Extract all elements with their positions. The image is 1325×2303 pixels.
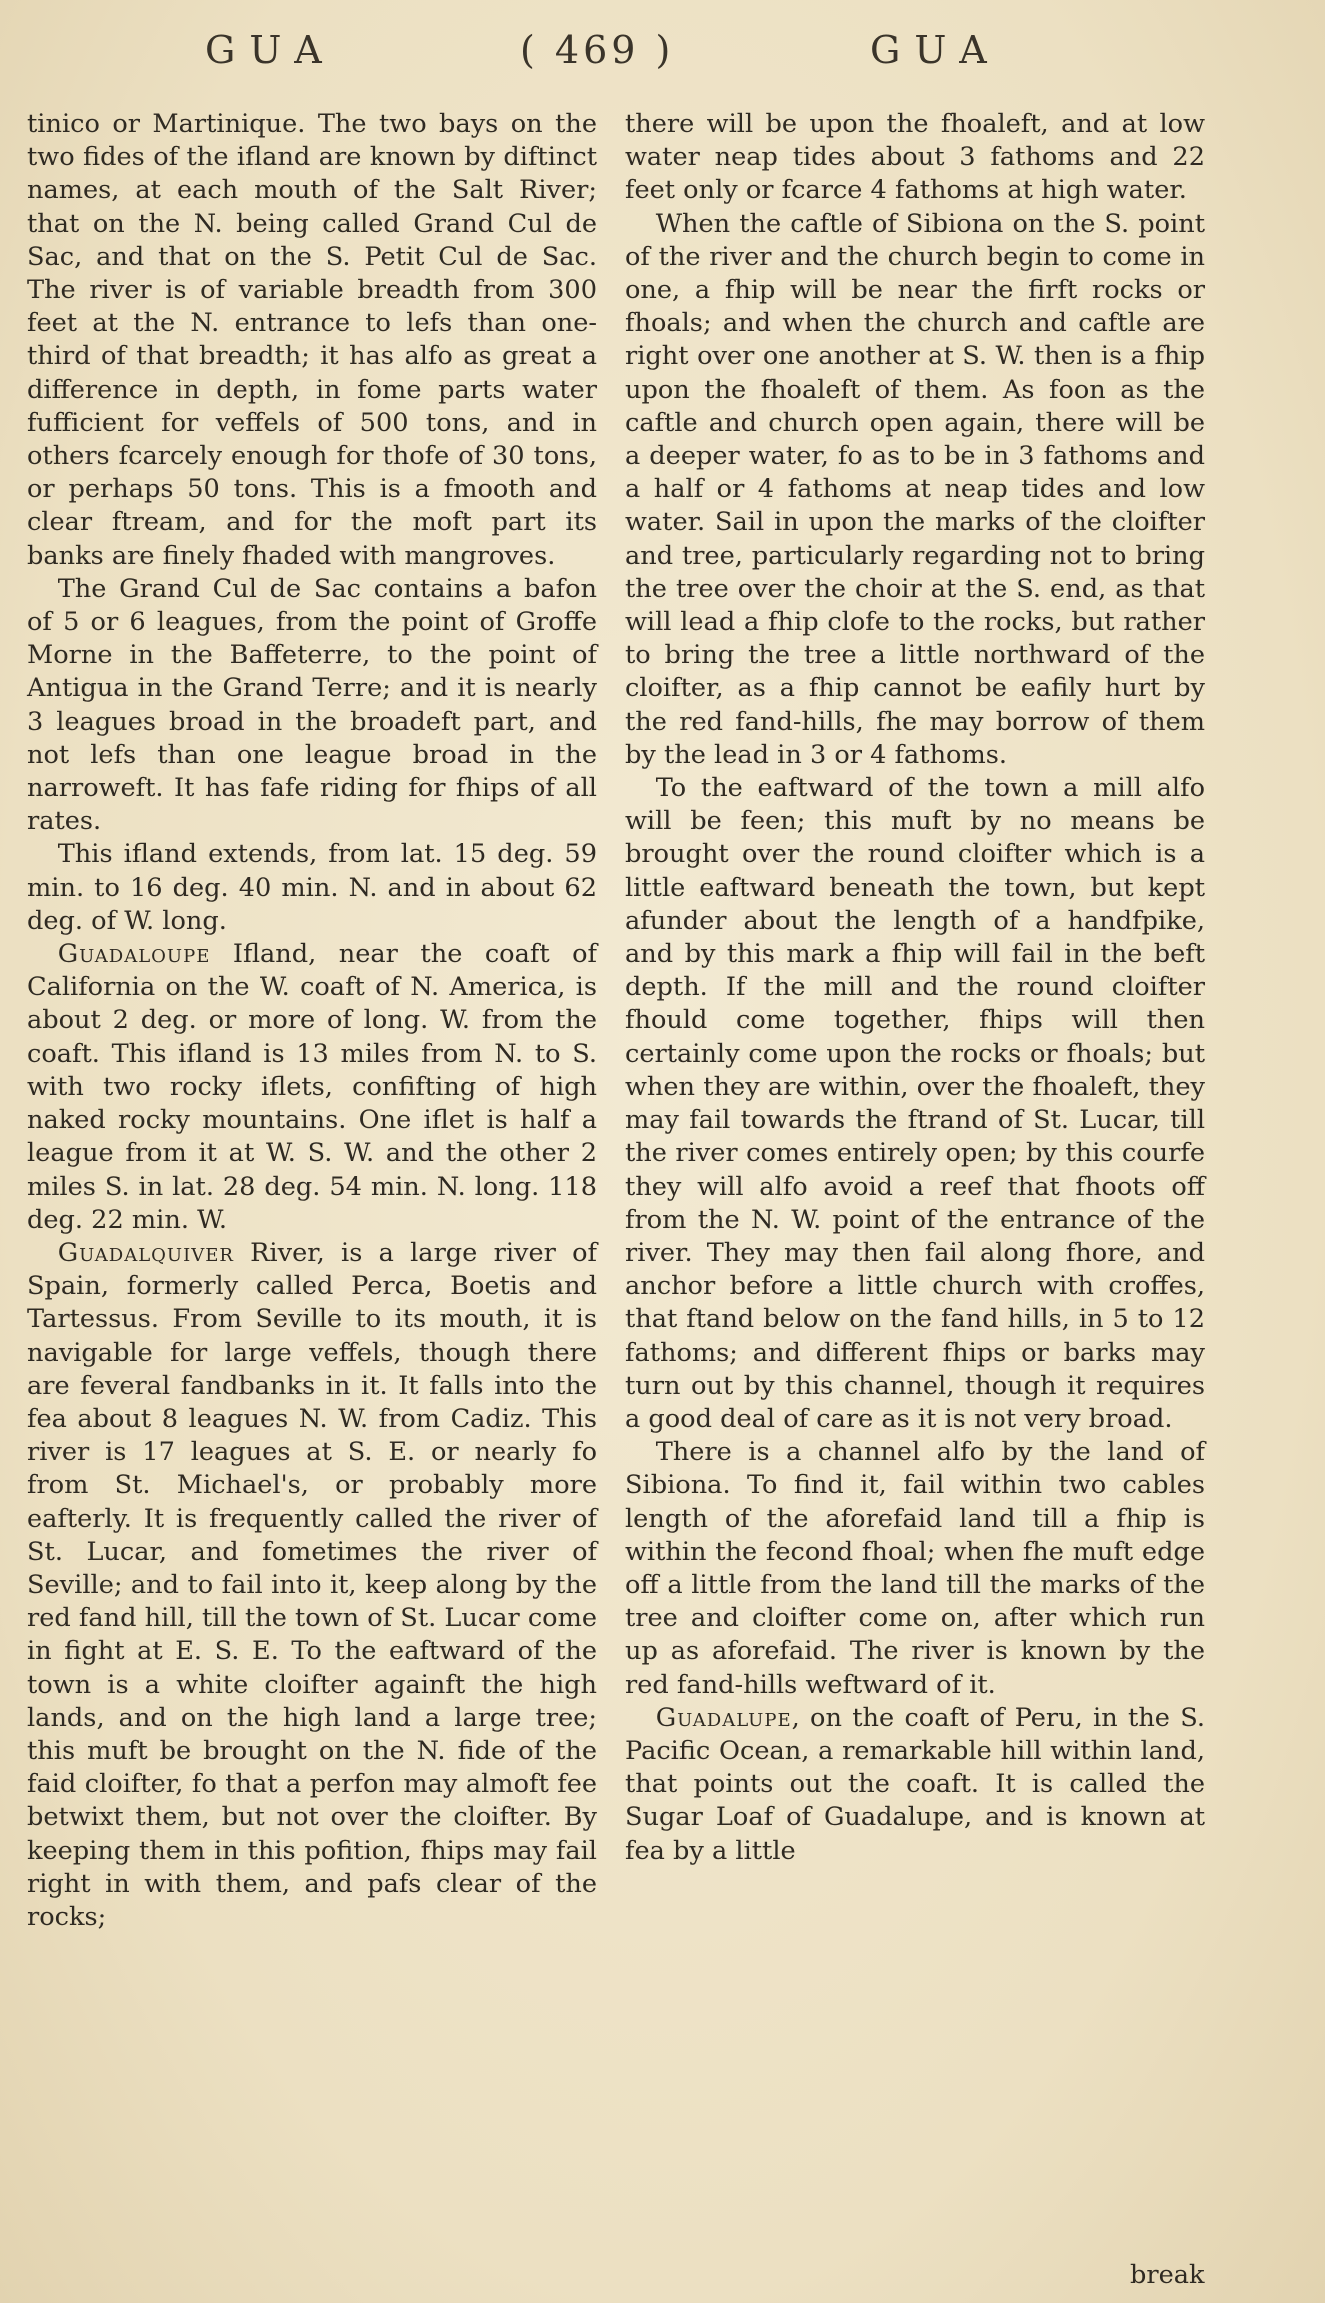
paragraph [625, 1436, 1205, 1702]
paragraph [625, 1702, 1205, 1868]
catchword: break [1130, 2260, 1205, 2290]
paragraph-text: there will be upon the fhoaleft, and at low water neap tides about 3 fathoms and 22 feet only or fcarce 4 fathoms at high water. [625, 109, 1205, 206]
paragraph [27, 108, 597, 573]
paragraph [625, 772, 1205, 1436]
page-number: ( 469 ) [520, 28, 675, 72]
entry-headword: Guadalquiver [57, 1237, 234, 1268]
paragraph-text: When the caftle of Sibiona on the S. point of the river and the church begin to come in one, a fhip will be near the firft rocks or fhoals; and when the church and caftle are right over one another at S. W. then is a fhip upon the fhoaleft of them. As foon as the caftle and church open again, there will be a deeper water, fo as to be in 3 fathoms and a half or 4 fathoms at neap tides and low water. Sail in upon the marks of the cloifter and tree, particularly regarding not to bring the tree over the choir at the S. end, as that will lead a fhip clofe to the rocks, but rather to bring the tree a little northward of the cloifter, as a fhip cannot be eafily hurt by the red fand-hills, fhe may borrow of them by the lead in 3 or 4 fathoms. [625, 208, 1205, 770]
header-right-word: GUA [870, 28, 1001, 72]
paragraph-text: , on the coaft of Peru, in the S. Pacific Ocean, a remarkable hill within land, that points out the coaft. It is called the Sugar Loaf of Guadalupe, and is known at fea by a little [625, 1702, 1205, 1866]
header-left-word: GUA [205, 28, 336, 72]
paragraph [27, 1237, 597, 1934]
paragraph-text: To the eaftward of the town a mill alfo will be feen; this muft by no means be brought over the round cloifter which is a little eaftward beneath the town, but kept afunder about the length of a handfpike, and by this mark a fhip will fail in the beft depth. If the mill and the round cloifter fhould come together, fhips will then certainly come upon the rocks or fhoals; but when they are within, over the fhoaleft, they may fail towards the ftrand of St. Lucar, till the river comes entirely open; by this courfe they will alfo avoid a reef that fhoots off from the N. W. point of the entrance of the river. They may then fail along fhore, and anchor before a little church with croffes, that ftand below on the fand hills, in 5 to 12 fathoms; and different fhips or barks may turn out by this channel, though it requires a good deal of care as it is not very broad. [625, 773, 1205, 1434]
paragraph-text: This ifland extends, from lat. 15 deg. 59 min. to 16 deg. 40 min. N. and in about 62 deg. of W. long. [27, 839, 597, 936]
paragraph [27, 938, 597, 1237]
paragraph [625, 108, 1205, 208]
paragraph [625, 208, 1205, 772]
paragraph [27, 573, 597, 839]
left-column [27, 108, 597, 1934]
running-header [0, 28, 1325, 88]
paragraph [27, 838, 597, 938]
paragraph-text: There is a channel alfo by the land of Sibiona. To find it, fail within two cables length of the aforefaid land till a fhip is within the fecond fhoal; when fhe muft edge off a little from the land till the marks of the tree and cloifter come on, after which run up as aforefaid. The river is known by the red fand-hills weftward of it. [625, 1437, 1205, 1700]
paragraph-text: River, is a large river of Spain, formerly called Perca, Boetis and Tartessus. From Seville to its mouth, it is navigable for large veffels, though there are feveral fandbanks in it. It falls into the fea about 8 leagues N. W. from Cadiz. This river is 17 leagues at S. E. or nearly fo from St. Michael's, or probably more eafterly. It is frequently called the river of St. Lucar, and fometimes the river of Seville; and to fail into it, keep along by the red fand hill, till the town of St. Lucar come in fight at E. S. E. To the eaftward of the town is a white cloifter againft the high lands, and on the high land a large tree; this muft be brought on the N. fide of the faid cloifter, fo that a perfon may almoft fee betwixt them, but not over the cloifter. By keeping them in this pofition, fhips may fail right in with them, and pafs clear of the rocks; [27, 1237, 597, 1932]
entry-headword: Guadalupe [655, 1702, 792, 1733]
paragraph-text: The Grand Cul de Sac contains a bafon of 5 or 6 leagues, from the point of Groffe Morne in the Baffeterre, to the point of Antigua in the Grand Terre; and it is nearly 3 leagues broad in the broadeft part, and not lefs than one league broad in the narroweft. It has fafe riding for fhips of all rates. [27, 573, 597, 837]
entry-headword: Guadaloupe [57, 939, 211, 970]
paragraph-text: Ifland, near the coaft of California on the W. coaft of N. America, is about 2 deg. or more of long. W. from the coaft. This ifland is 13 miles from N. to S. with two rocky iflets, confifting of high naked rocky mountains. One iflet is half a league from it at W. S. W. and the other 2 miles S. in lat. 28 deg. 54 min. N. long. 118 deg. 22 min. W. [27, 939, 597, 1235]
right-column [625, 108, 1205, 1868]
paragraph-text: tinico or Martinique. The two bays on the two fides of the ifland are known by diftinct names, at each mouth of the Salt River; that on the N. being called Grand Cul de Sac, and that on the S. Petit Cul de Sac. The river is of variable breadth from 300 feet at the N. entrance to lefs than one-third of that breadth; it has alfo as great a difference in depth, in fome parts water fufficient for veffels of 500 tons, and in others fcarcely enough for thofe of 30 tons, or perhaps 50 tons. This is a fmooth and clear ftream, and for the moft part its banks are finely fhaded with mangroves. [27, 109, 597, 571]
